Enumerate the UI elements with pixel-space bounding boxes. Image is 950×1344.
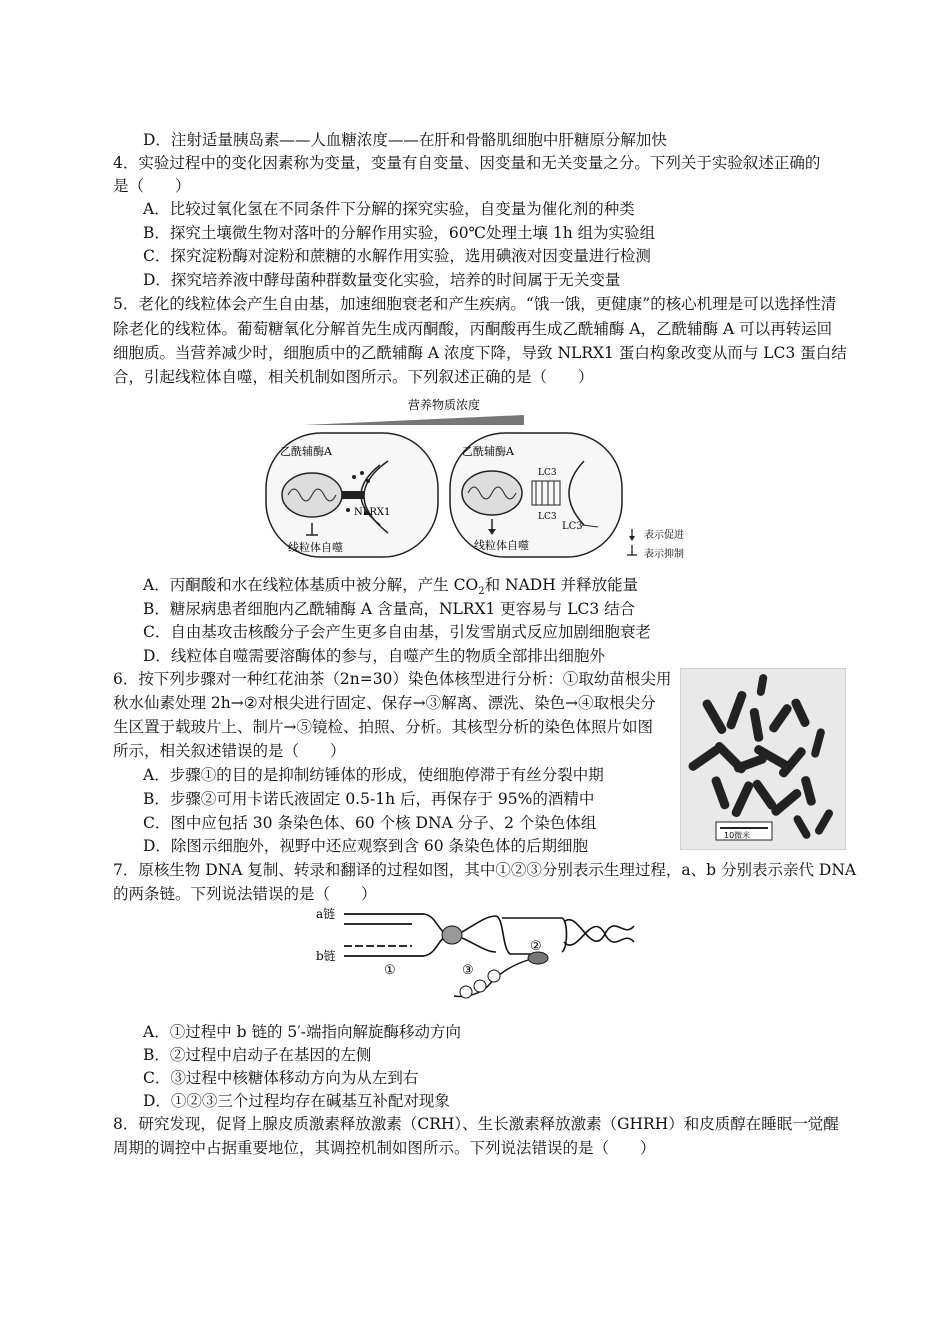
- q7-stem-line2: 的两条链。下列说法错误的是（ ）: [113, 885, 377, 903]
- svg-text:LC3: LC3: [538, 512, 557, 522]
- svg-text:表示抑制: 表示抑制: [644, 549, 684, 560]
- q6-option-a: A．步骤①的目的是抑制纺锤体的形成，使细胞停滞于有丝分裂中期: [143, 766, 604, 784]
- q7-option-a: A．①过程中 b 链的 5′-端指向解旋酶移动方向: [143, 1023, 462, 1041]
- a-chain-label: a链: [316, 907, 336, 921]
- process-2-mark: ②: [530, 939, 542, 954]
- q5-option-c: C．自由基攻击核酸分子会产生更多自由基，引发雪崩式反应加剧细胞衰老: [143, 623, 651, 641]
- q5-option-d: D．线粒体自噬需要溶酶体的参与，自噬产生的物质全部排出细胞外: [143, 647, 605, 665]
- q4-option-d: D．探究培养液中酵母菌种群数量变化实验，培养的时间属于无关变量: [143, 271, 621, 289]
- q7-option-d: D．①②③三个过程均存在碱基互补配对现象: [143, 1092, 450, 1110]
- dna-replication-diagram: [316, 902, 636, 1012]
- q5-stem-line4: 合，引起线粒体自噬，相关机制如图所示。下列叙述正确的是（ ）: [113, 368, 594, 386]
- q6-option-d: D．除图示细胞外，视野中还应观察到含 60 条染色体的后期细胞: [143, 837, 589, 855]
- svg-text:线粒体自噬: 线粒体自噬: [474, 539, 529, 552]
- svg-text:LC3: LC3: [562, 521, 583, 532]
- q5-option-b: B．糖尿病患者细胞内乙酰辅酶 A 含量高，NLRX1 更容易与 LC3 结合: [143, 600, 636, 618]
- svg-text:线粒体自噬: 线粒体自噬: [288, 541, 343, 554]
- process-3-mark: ③: [462, 963, 474, 978]
- q5-option-a: A．丙酮酸和水在线粒体基质中被分解，产生 $CO_2$和 NADH 并释放能量: [143, 576, 639, 598]
- q4-option-a: A．比较过氧化氢在不同条件下分解的探究实验，自变量为催化剂的种类: [143, 200, 635, 218]
- q6-stem-line4: 所示，相关叙述错误的是（ ）: [113, 742, 346, 760]
- q5-stem-line2: 除老化的线粒体。葡萄糖氧化分解首先生成丙酮酸，丙酮酸再生成乙酰辅酶 A，乙酰辅酶 A 可以再转运回: [113, 320, 833, 338]
- q6-stem-line2: 秋水仙素处理 2h→②对根尖进行固定、保存→③解离、漂洗、染色→④取根尖分: [113, 694, 656, 712]
- helicase: [442, 926, 462, 944]
- svg-text:乙酰辅酶A: 乙酰辅酶A: [462, 445, 514, 458]
- q5-stem-line3: 细胞质。当营养减少时，细胞质中的乙酰辅酶 A 浓度下降，导致 NLRX1 蛋白构象改变从而与 LC3 蛋白结: [113, 344, 847, 362]
- nutrient-gradient-wedge: [304, 415, 524, 425]
- q4-option-b: B．探究土壤微生物对落叶的分解作用实验，60℃处理土壤 1h 组为实验组: [143, 224, 656, 242]
- q6-option-c: C．图中应包括 30 条染色体、60 个核 DNA 分子、2 个染色体组: [143, 814, 597, 832]
- svg-text:表示促进: 表示促进: [644, 530, 684, 541]
- left-cell: [266, 433, 438, 557]
- q3-option-d: D．注射适量胰岛素——人血糖浓度——在肝和骨骼肌细胞中肝糖原分解加快: [143, 131, 667, 149]
- q4-option-c: C．探究淀粉酶对淀粉和蔗糖的水解作用实验，选用碘液对因变量进行检测: [143, 247, 651, 265]
- q7-option-b: B．②过程中启动子在基因的左侧: [143, 1046, 372, 1064]
- q7-option-c: C．③过程中核糖体移动方向为从左到右: [143, 1069, 419, 1087]
- q4-stem-line1: 4．实验过程中的变化因素称为变量，变量有自变量、因变量和无关变量之分。下列关于实验叙述正确的: [113, 154, 821, 172]
- chromosome-micrograph: [680, 668, 846, 850]
- svg-text:乙酰辅酶A: 乙酰辅酶A: [280, 445, 332, 458]
- svg-text:NLRX1: NLRX1: [354, 507, 391, 518]
- q4-stem-line2: 是（ ）: [113, 177, 191, 195]
- q6-stem-line1: 6．按下列步骤对一种红花油茶（2n=30）染色体核型进行分析：①取幼苗根尖用: [113, 670, 672, 688]
- scale-bar-label: 10微米: [724, 831, 751, 840]
- q6-stem-line3: 生区置于载玻片上、制片→⑤镜检、拍照、分析。其核型分析的染色体照片如图: [113, 718, 653, 736]
- q5-stem-line1: 5．老化的线粒体会产生自由基，加速细胞衰老和产生疾病。“饿一饿，更健康”的核心机理是可以选择性清: [113, 295, 837, 313]
- right-cell: [450, 433, 622, 557]
- q7-stem-line1: 7．原核生物 DNA 复制、转录和翻译的过程如图，其中①②③分别表示生理过程，a、b 分别表示亲代 DNA: [113, 861, 857, 879]
- legend: [627, 528, 684, 560]
- q8-stem-line1: 8．研究发现，促肾上腺皮质激素释放激素（CRH）、生长激素释放激素（GHRH）和皮质醇在睡眠一觉醒: [113, 1115, 839, 1133]
- nutrient-gradient-label: 营养物质浓度: [408, 398, 481, 412]
- mitophagy-diagram: [262, 395, 722, 565]
- q6-option-b: B．步骤②可用卡诺氏液固定 0.5-1h 后，再保存于 95%的酒精中: [143, 790, 595, 808]
- process-1-mark: ①: [384, 963, 396, 978]
- q8-stem-line2: 周期的调控中占据重要地位，其调控机制如图所示。下列说法错误的是（ ）: [113, 1139, 656, 1157]
- svg-text:LC3: LC3: [538, 468, 557, 478]
- b-chain-label: b链: [316, 949, 336, 963]
